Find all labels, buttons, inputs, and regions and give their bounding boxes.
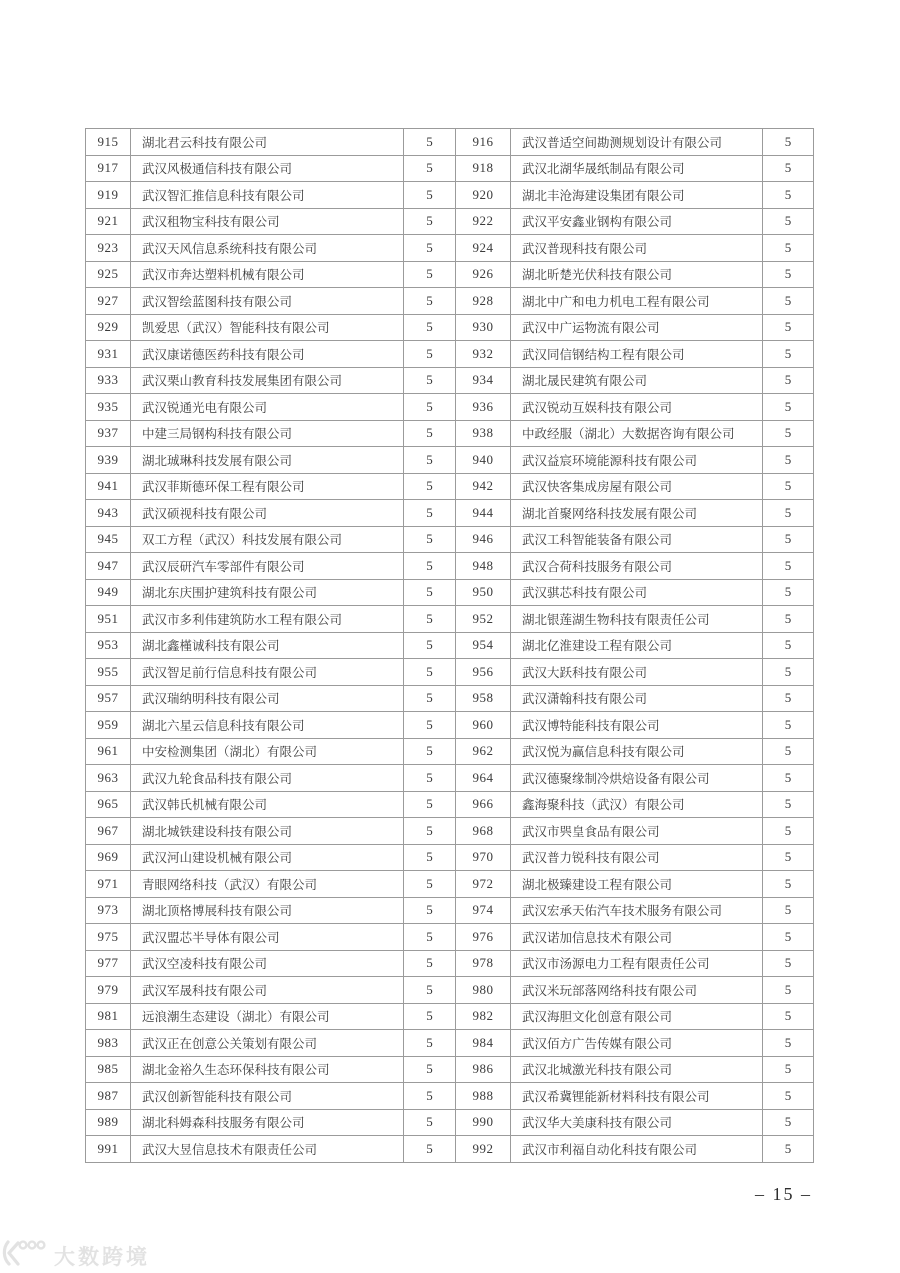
company-name-cell: 湖北东庆围护建筑科技有限公司: [131, 579, 404, 606]
company-name-cell: 武汉米玩部落网络科技有限公司: [511, 977, 763, 1004]
score-cell: 5: [404, 924, 456, 951]
company-name-cell: 湖北昕楚光伏科技有限公司: [511, 261, 763, 288]
score-cell: 5: [404, 208, 456, 235]
score-cell: 5: [404, 712, 456, 739]
company-name-cell: 武汉华大美康科技有限公司: [511, 1109, 763, 1136]
score-cell: 5: [404, 553, 456, 580]
row-number-cell: 967: [86, 818, 131, 845]
company-name-cell: 双工方程（武汉）科技发展有限公司: [131, 526, 404, 553]
score-cell: 5: [404, 447, 456, 474]
company-name-cell: 湖北金裕久生态环保科技有限公司: [131, 1056, 404, 1083]
company-name-cell: 武汉宏承天佑汽车技术服务有限公司: [511, 897, 763, 924]
score-cell: 5: [404, 288, 456, 315]
company-name-cell: 武汉锐动互娱科技有限公司: [511, 394, 763, 421]
score-cell: 5: [404, 155, 456, 182]
row-number-cell: 962: [456, 738, 511, 765]
company-name-cell: 湖北银莲湖生物科技有限责任公司: [511, 606, 763, 633]
row-number-cell: 968: [456, 818, 511, 845]
company-name-cell: 武汉市奔达塑料机械有限公司: [131, 261, 404, 288]
row-number-cell: 942: [456, 473, 511, 500]
company-name-cell: 湖北亿淮建设工程有限公司: [511, 632, 763, 659]
company-name-cell: 武汉博特能科技有限公司: [511, 712, 763, 739]
company-name-cell: 武汉德聚缘制冷烘焙设备有限公司: [511, 765, 763, 792]
score-cell: 5: [404, 1056, 456, 1083]
score-cell: 5: [404, 977, 456, 1004]
company-name-cell: 武汉合荷科技服务有限公司: [511, 553, 763, 580]
score-cell: 5: [763, 314, 814, 341]
row-number-cell: 927: [86, 288, 131, 315]
score-cell: 5: [404, 818, 456, 845]
row-number-cell: 944: [456, 500, 511, 527]
company-name-cell: 青眼网络科技（武汉）有限公司: [131, 871, 404, 898]
score-cell: 5: [763, 871, 814, 898]
score-cell: 5: [763, 579, 814, 606]
table-row: [86, 235, 814, 262]
row-number-cell: 919: [86, 182, 131, 209]
table-row: [86, 314, 814, 341]
table-row: [86, 685, 814, 712]
company-name-cell: 武汉普适空间勘测规划设计有限公司: [511, 129, 763, 156]
company-name-cell: 武汉硕视科技有限公司: [131, 500, 404, 527]
row-number-cell: 917: [86, 155, 131, 182]
company-name-cell: 武汉智绘蓝图科技有限公司: [131, 288, 404, 315]
company-name-cell: 武汉潇翰科技有限公司: [511, 685, 763, 712]
company-name-cell: 武汉同信钢结构工程有限公司: [511, 341, 763, 368]
company-name-cell: 武汉北城激光科技有限公司: [511, 1056, 763, 1083]
table-row: [86, 712, 814, 739]
score-cell: 5: [763, 1136, 814, 1163]
table-row: [86, 844, 814, 871]
score-cell: 5: [404, 526, 456, 553]
company-name-cell: 武汉军晟科技有限公司: [131, 977, 404, 1004]
row-number-cell: 918: [456, 155, 511, 182]
company-name-cell: 武汉普力锐科技有限公司: [511, 844, 763, 871]
row-number-cell: 943: [86, 500, 131, 527]
score-cell: 5: [763, 341, 814, 368]
score-cell: 5: [404, 500, 456, 527]
company-name-cell: 远浪潮生态建设（湖北）有限公司: [131, 1003, 404, 1030]
company-name-cell: 武汉平安鑫业钢构有限公司: [511, 208, 763, 235]
row-number-cell: 976: [456, 924, 511, 951]
table-row: [86, 924, 814, 951]
row-number-cell: 958: [456, 685, 511, 712]
table-row: [86, 606, 814, 633]
score-cell: 5: [763, 1056, 814, 1083]
row-number-cell: 915: [86, 129, 131, 156]
company-name-cell: 湖北丰沧海建设集团有限公司: [511, 182, 763, 209]
score-cell: 5: [763, 473, 814, 500]
company-name-cell: 武汉海胆文化创意有限公司: [511, 1003, 763, 1030]
row-number-cell: 971: [86, 871, 131, 898]
row-number-cell: 945: [86, 526, 131, 553]
table-row: [86, 1136, 814, 1163]
table-row: [86, 1056, 814, 1083]
company-name-cell: 武汉佰方广告传媒有限公司: [511, 1030, 763, 1057]
score-cell: 5: [404, 182, 456, 209]
score-cell: 5: [763, 1109, 814, 1136]
row-number-cell: 934: [456, 367, 511, 394]
company-name-cell: 武汉智汇推信息科技有限公司: [131, 182, 404, 209]
row-number-cell: 928: [456, 288, 511, 315]
score-cell: 5: [763, 950, 814, 977]
score-cell: 5: [763, 606, 814, 633]
row-number-cell: 930: [456, 314, 511, 341]
score-cell: 5: [763, 791, 814, 818]
company-name-cell: 武汉河山建设机械有限公司: [131, 844, 404, 871]
score-cell: 5: [404, 791, 456, 818]
row-number-cell: 969: [86, 844, 131, 871]
row-number-cell: 926: [456, 261, 511, 288]
score-cell: 5: [404, 659, 456, 686]
company-name-cell: 湖北晟民建筑有限公司: [511, 367, 763, 394]
company-name-cell: 湖北科姆森科技服务有限公司: [131, 1109, 404, 1136]
score-cell: 5: [763, 712, 814, 739]
company-name-cell: 武汉盟芯半导体有限公司: [131, 924, 404, 951]
table-row: [86, 897, 814, 924]
score-cell: 5: [404, 341, 456, 368]
row-number-cell: 921: [86, 208, 131, 235]
score-cell: 5: [763, 155, 814, 182]
row-number-cell: 992: [456, 1136, 511, 1163]
score-cell: 5: [404, 606, 456, 633]
score-cell: 5: [404, 1030, 456, 1057]
row-number-cell: 947: [86, 553, 131, 580]
row-number-cell: 923: [86, 235, 131, 262]
row-number-cell: 933: [86, 367, 131, 394]
row-number-cell: 975: [86, 924, 131, 951]
score-cell: 5: [404, 129, 456, 156]
company-name-cell: 湖北中广和电力机电工程有限公司: [511, 288, 763, 315]
company-score-table: [85, 128, 814, 1163]
row-number-cell: 988: [456, 1083, 511, 1110]
score-cell: 5: [404, 473, 456, 500]
company-name-cell: 武汉正在创意公关策划有限公司: [131, 1030, 404, 1057]
company-name-cell: 武汉风极通信科技有限公司: [131, 155, 404, 182]
row-number-cell: 980: [456, 977, 511, 1004]
row-number-cell: 985: [86, 1056, 131, 1083]
score-cell: 5: [763, 235, 814, 262]
row-number-cell: 932: [456, 341, 511, 368]
company-name-cell: 鑫海聚科技（武汉）有限公司: [511, 791, 763, 818]
score-cell: 5: [763, 288, 814, 315]
company-name-cell: 武汉市多利伟建筑防水工程有限公司: [131, 606, 404, 633]
row-number-cell: 986: [456, 1056, 511, 1083]
table-row: [86, 632, 814, 659]
company-name-cell: 武汉九轮食品科技有限公司: [131, 765, 404, 792]
score-cell: 5: [404, 1109, 456, 1136]
company-name-cell: 湖北君云科技有限公司: [131, 129, 404, 156]
row-number-cell: 966: [456, 791, 511, 818]
score-cell: 5: [763, 447, 814, 474]
company-name-cell: 武汉智足前行信息科技有限公司: [131, 659, 404, 686]
row-number-cell: 974: [456, 897, 511, 924]
company-name-cell: 湖北顶格博展科技有限公司: [131, 897, 404, 924]
table-row: [86, 473, 814, 500]
row-number-cell: 952: [456, 606, 511, 633]
table-row: [86, 871, 814, 898]
score-cell: 5: [763, 738, 814, 765]
score-cell: 5: [404, 765, 456, 792]
table-row: [86, 1003, 814, 1030]
score-cell: 5: [404, 420, 456, 447]
row-number-cell: 951: [86, 606, 131, 633]
table-row: [86, 394, 814, 421]
row-number-cell: 929: [86, 314, 131, 341]
score-cell: 5: [763, 632, 814, 659]
row-number-cell: 959: [86, 712, 131, 739]
table-row: [86, 659, 814, 686]
score-cell: 5: [763, 977, 814, 1004]
table-row: [86, 526, 814, 553]
score-cell: 5: [763, 924, 814, 951]
score-cell: 5: [763, 844, 814, 871]
score-cell: 5: [763, 1003, 814, 1030]
row-number-cell: 955: [86, 659, 131, 686]
score-cell: 5: [404, 950, 456, 977]
score-cell: 5: [763, 182, 814, 209]
company-name-cell: 武汉市利福自动化科技有限公司: [511, 1136, 763, 1163]
table-row: [86, 1030, 814, 1057]
score-cell: 5: [763, 261, 814, 288]
row-number-cell: 978: [456, 950, 511, 977]
row-number-cell: 972: [456, 871, 511, 898]
table-row: [86, 155, 814, 182]
row-number-cell: 989: [86, 1109, 131, 1136]
score-cell: 5: [404, 844, 456, 871]
score-cell: 5: [763, 367, 814, 394]
row-number-cell: 956: [456, 659, 511, 686]
company-name-cell: 武汉瑞纳明科技有限公司: [131, 685, 404, 712]
company-name-cell: 中建三局钢构科技有限公司: [131, 420, 404, 447]
company-name-cell: 武汉康诺德医药科技有限公司: [131, 341, 404, 368]
table-row: [86, 579, 814, 606]
company-name-cell: 湖北极臻建设工程有限公司: [511, 871, 763, 898]
row-number-cell: 938: [456, 420, 511, 447]
company-name-cell: 武汉大昱信息技术有限责任公司: [131, 1136, 404, 1163]
row-number-cell: 984: [456, 1030, 511, 1057]
row-number-cell: 948: [456, 553, 511, 580]
row-number-cell: 920: [456, 182, 511, 209]
row-number-cell: 916: [456, 129, 511, 156]
row-number-cell: 950: [456, 579, 511, 606]
score-cell: 5: [763, 685, 814, 712]
row-number-cell: 931: [86, 341, 131, 368]
row-number-cell: 961: [86, 738, 131, 765]
company-name-cell: 武汉市巺皇食品有限公司: [511, 818, 763, 845]
score-cell: 5: [763, 818, 814, 845]
row-number-cell: 987: [86, 1083, 131, 1110]
company-name-cell: 武汉空凌科技有限公司: [131, 950, 404, 977]
row-number-cell: 973: [86, 897, 131, 924]
score-cell: 5: [763, 208, 814, 235]
row-number-cell: 965: [86, 791, 131, 818]
score-cell: 5: [404, 632, 456, 659]
company-name-cell: 武汉中广运物流有限公司: [511, 314, 763, 341]
table-row: [86, 129, 814, 156]
company-name-cell: 武汉韩氏机械有限公司: [131, 791, 404, 818]
company-name-cell: 武汉锐通光电有限公司: [131, 394, 404, 421]
score-cell: 5: [763, 553, 814, 580]
table-row: [86, 367, 814, 394]
row-number-cell: 935: [86, 394, 131, 421]
table-row: [86, 1109, 814, 1136]
score-cell: 5: [404, 871, 456, 898]
company-name-cell: 中政经服（湖北）大数据咨询有限公司: [511, 420, 763, 447]
score-cell: 5: [763, 394, 814, 421]
company-name-cell: 武汉骐芯科技有限公司: [511, 579, 763, 606]
row-number-cell: 941: [86, 473, 131, 500]
row-number-cell: 979: [86, 977, 131, 1004]
score-cell: 5: [404, 1003, 456, 1030]
row-number-cell: 936: [456, 394, 511, 421]
company-name-cell: 武汉栗山教育科技发展集团有限公司: [131, 367, 404, 394]
table-row: [86, 977, 814, 1004]
score-cell: 5: [763, 897, 814, 924]
score-cell: 5: [404, 1136, 456, 1163]
company-name-cell: 武汉大跃科技有限公司: [511, 659, 763, 686]
table-row: [86, 447, 814, 474]
row-number-cell: 939: [86, 447, 131, 474]
watermark-text: 大数跨境: [54, 1245, 150, 1269]
row-number-cell: 954: [456, 632, 511, 659]
row-number-cell: 925: [86, 261, 131, 288]
score-cell: 5: [404, 579, 456, 606]
row-number-cell: 981: [86, 1003, 131, 1030]
row-number-cell: 949: [86, 579, 131, 606]
company-name-cell: 武汉创新智能科技有限公司: [131, 1083, 404, 1110]
row-number-cell: 937: [86, 420, 131, 447]
company-name-cell: 中安检测集团（湖北）有限公司: [131, 738, 404, 765]
company-name-cell: 武汉诺加信息技术有限公司: [511, 924, 763, 951]
score-cell: 5: [404, 685, 456, 712]
score-cell: 5: [404, 394, 456, 421]
row-number-cell: 953: [86, 632, 131, 659]
company-name-cell: 武汉天风信息系统科技有限公司: [131, 235, 404, 262]
table-row: [86, 791, 814, 818]
row-number-cell: 957: [86, 685, 131, 712]
company-name-cell: 武汉悦为赢信息科技有限公司: [511, 738, 763, 765]
company-name-cell: 武汉工科智能装备有限公司: [511, 526, 763, 553]
row-number-cell: 963: [86, 765, 131, 792]
row-number-cell: 991: [86, 1136, 131, 1163]
company-name-cell: 湖北鑫槿诚科技有限公司: [131, 632, 404, 659]
row-number-cell: 960: [456, 712, 511, 739]
table-row: [86, 182, 814, 209]
table-row: [86, 765, 814, 792]
score-cell: 5: [404, 1083, 456, 1110]
company-name-cell: 武汉快客集成房屋有限公司: [511, 473, 763, 500]
table-row: [86, 420, 814, 447]
row-number-cell: 990: [456, 1109, 511, 1136]
table-row: [86, 818, 814, 845]
k100-logo-icon: [2, 1238, 48, 1273]
company-name-cell: 湖北首聚网络科技发展有限公司: [511, 500, 763, 527]
score-cell: 5: [763, 500, 814, 527]
row-number-cell: 946: [456, 526, 511, 553]
table-row: [86, 341, 814, 368]
row-number-cell: 922: [456, 208, 511, 235]
score-cell: 5: [763, 420, 814, 447]
table-row: [86, 1083, 814, 1110]
page-number: – 15 –: [755, 1184, 812, 1204]
score-cell: 5: [404, 314, 456, 341]
row-number-cell: 924: [456, 235, 511, 262]
row-number-cell: 970: [456, 844, 511, 871]
row-number-cell: 964: [456, 765, 511, 792]
company-name-cell: 武汉菲斯德环保工程有限公司: [131, 473, 404, 500]
row-number-cell: 982: [456, 1003, 511, 1030]
table-row: [86, 738, 814, 765]
table-row: [86, 208, 814, 235]
company-name-cell: 武汉辰研汽车零部件有限公司: [131, 553, 404, 580]
row-number-cell: 940: [456, 447, 511, 474]
company-name-cell: 湖北珹琳科技发展有限公司: [131, 447, 404, 474]
table-row: [86, 288, 814, 315]
score-cell: 5: [763, 526, 814, 553]
table-row: [86, 500, 814, 527]
score-cell: 5: [763, 129, 814, 156]
score-cell: 5: [763, 765, 814, 792]
score-cell: 5: [404, 738, 456, 765]
score-cell: 5: [763, 1030, 814, 1057]
score-cell: 5: [404, 367, 456, 394]
company-name-cell: 武汉北湖华晟纸制品有限公司: [511, 155, 763, 182]
score-cell: 5: [404, 261, 456, 288]
score-cell: 5: [763, 659, 814, 686]
company-name-cell: 湖北城铁建设科技有限公司: [131, 818, 404, 845]
company-name-cell: 武汉租物宝科技有限公司: [131, 208, 404, 235]
row-number-cell: 977: [86, 950, 131, 977]
score-cell: 5: [763, 1083, 814, 1110]
company-name-cell: 武汉益宸环境能源科技有限公司: [511, 447, 763, 474]
company-name-cell: 武汉市汤源电力工程有限责任公司: [511, 950, 763, 977]
table-row: [86, 553, 814, 580]
company-name-cell: 武汉希冀锂能新材料科技有限公司: [511, 1083, 763, 1110]
company-name-cell: 凯爱思（武汉）智能科技有限公司: [131, 314, 404, 341]
watermark: [2, 1238, 150, 1273]
score-cell: 5: [404, 235, 456, 262]
row-number-cell: 983: [86, 1030, 131, 1057]
score-cell: 5: [404, 897, 456, 924]
table-row: [86, 261, 814, 288]
company-name-cell: 湖北六星云信息科技有限公司: [131, 712, 404, 739]
company-name-cell: 武汉普现科技有限公司: [511, 235, 763, 262]
table-row: [86, 950, 814, 977]
